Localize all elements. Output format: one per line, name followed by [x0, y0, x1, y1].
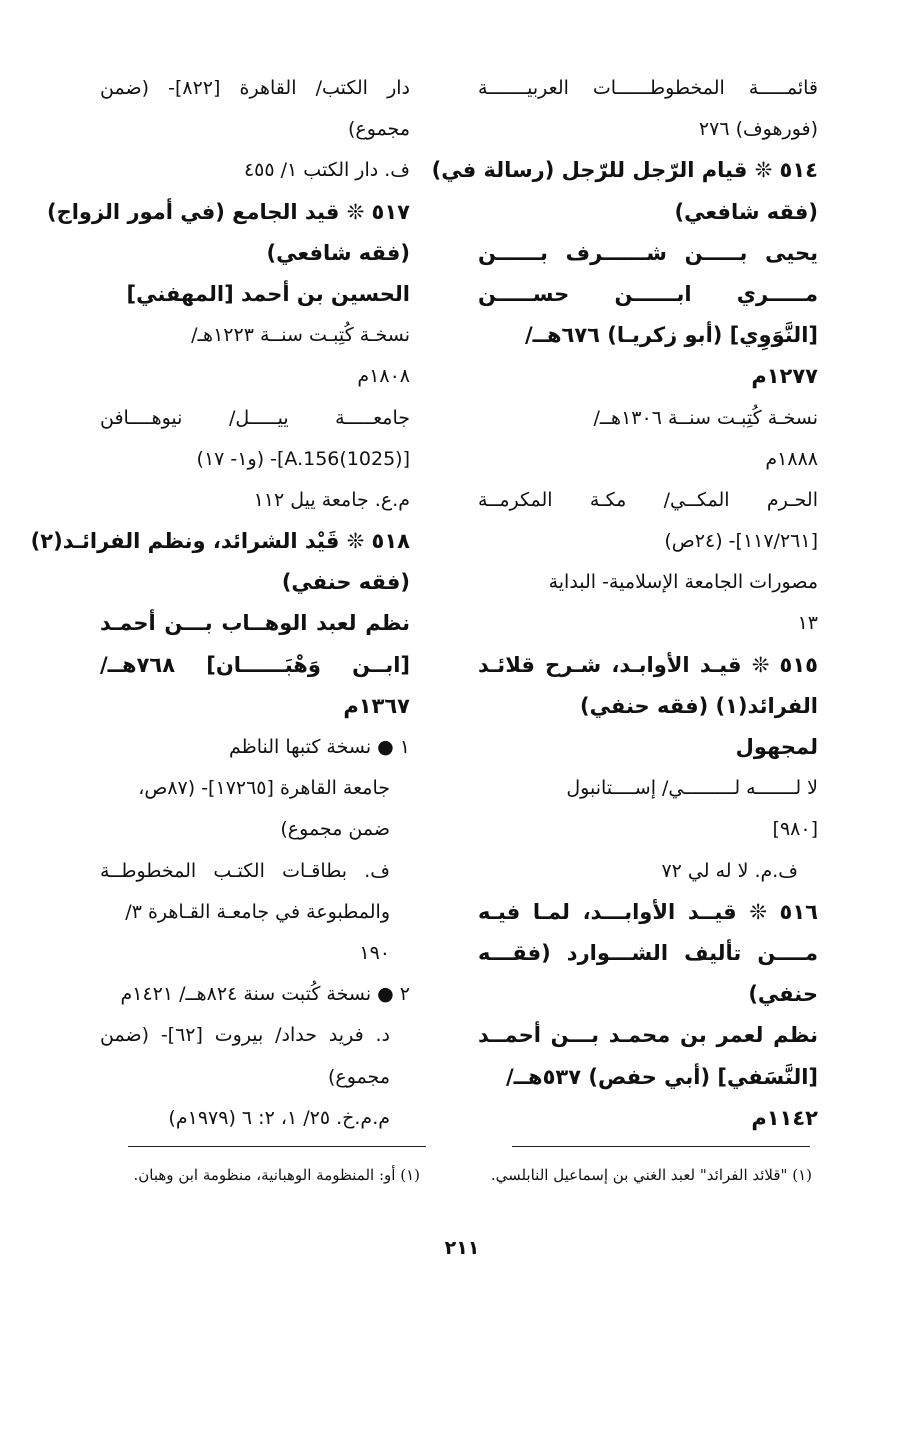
text-line: م.م.خ. ٢٥/ ١، ٢: ٦ (١٩٧٩م) [168, 1106, 390, 1129]
text-line: نسخـة كُتِبـت سنــة ١٢٢٣هـ/ [191, 324, 410, 347]
text-line: ١١٤٢م [751, 1105, 818, 1130]
text-line: يحيى بـــــن شــــــرف بــــــن [478, 240, 818, 265]
text-line: [ابــن وَهْبَــــــان] ٧٦٨هــ/ [100, 652, 410, 677]
text-line: (فورهوف) ٢٧٦ [698, 118, 818, 141]
text-line: جامعـــــة ييـــــل/ نيوهــــافن [100, 406, 410, 429]
text-line: حنفي) [748, 982, 818, 1007]
text-line: مصورات الجامعة الإسلامية- البداية [548, 571, 818, 594]
text-line: نظم لعبد الوهــاب بـــن أحمـد [100, 611, 410, 636]
text-line: نسخـة كُتِبـت سنــة ١٣٠٦هــ/ [593, 406, 818, 429]
text-line: ضمن مجموع) [280, 818, 390, 841]
text-line: ١٣ [797, 612, 818, 635]
left-column [30, 68, 410, 1139]
text-line: [النَّسَفي] (أبي حفص) ٥٣٧هــ/ [506, 1064, 818, 1089]
text-line: م.ع. جامعة ييل ١١٢ [253, 488, 410, 511]
footnote-right: (١) "قلائد الفرائد" لعبد الغني بن إسماعيل النابلسي. [490, 1166, 812, 1184]
text-line: [النَّوَوِي] (أبو زكريـا) ٦٧٦هــ/ [524, 323, 818, 348]
text-line: ١٩٠ [359, 941, 390, 964]
text-line: الحسين بن أحمد [المهفني] [126, 281, 410, 306]
footnote-left: (١) أو: المنظومة الوهبانية، منظومة ابن وهبان. [133, 1166, 420, 1184]
text-line: قائمـــــة المخطوطــــــات العربيـــــــة [478, 77, 818, 99]
text-line: ٥١٨ ❊ قَيْد الشرائد، ونظم الفرائـد(٢) [30, 529, 410, 554]
text-line: (فقه شافعي) [266, 240, 410, 265]
text-line: والمطبوعة في جامعـة القـاهرة ٣/ [125, 900, 390, 923]
text-line: الحـرم المكــي/ مكـة المكرمــة [478, 488, 818, 511]
text-line: (فقه شافعي) [674, 199, 818, 224]
page-number: ٢١١ [444, 1237, 480, 1259]
text-line: ١ ● نسخة كتبها الناظم [228, 736, 410, 758]
text-line: نظم لعمر بن محمـد بـــن أحمــد [478, 1023, 818, 1048]
text-line: الفرائد(١) (فقه حنفي) [580, 693, 818, 718]
text-line: مــــن تأليف الشـــوارد (فقـــه [478, 940, 818, 965]
text-line: ف. دار الكتب ١/ ٤٥٥ [243, 159, 410, 182]
text-line: ٥١٥ ❊ قيـد الأوابـد، شـرح قلائـد [478, 652, 818, 677]
text-line: [١١٧/٢٦١]- (٢٤ص) [664, 530, 818, 553]
right-column [431, 68, 818, 1139]
text-line: لا لـــــــه لـــــــــي/ إســــتانبول [566, 777, 818, 800]
text-line: [٩٨٠] [772, 818, 818, 841]
text-line: مـــــري ابــــــن حســـــن [478, 281, 818, 306]
text-line: ف. بطاقـات الكتـب المخطوطــة [100, 859, 390, 882]
text-line: جامعة القاهرة [١٧٢٦٥]- (٨٧ص، [138, 777, 390, 800]
text-line: ٥١٦ ❊ قيــد الأوابـــد، لمـا فيـه [478, 899, 818, 924]
text-line: ٥١٤ ❊ قيام الرّجل للرّجل (رسالة في) [431, 158, 818, 183]
text-line: مجموع) [328, 1065, 390, 1088]
text-line: ٥١٧ ❊ قيد الجامع (في أمور الزواج) [47, 199, 410, 224]
text-line: مجموع) [348, 118, 410, 141]
footnote-separator-left [128, 1146, 426, 1147]
text-line: ١٨٨٨م [765, 447, 818, 470]
text-line: د. فريد حداد/ بيروت [٦٢]- (ضمن [100, 1024, 390, 1047]
text-line: ٢ ● نسخة كُتبت سنة ٨٢٤هــ/ ١٤٢١م [120, 983, 410, 1006]
text-line: لمجهول [735, 735, 818, 759]
text-line: دار الكتب/ القاهرة [٨٢٢]- (ضمن [100, 77, 410, 99]
text-line: ١٣٦٧م [343, 693, 410, 718]
text-line: [(1025)A.156]- (و١- ١٧) [196, 447, 410, 470]
footnote-separator-right [512, 1146, 810, 1147]
text-line: ف.م. لا له لي ٧٢ [661, 859, 798, 882]
text-line: (فقه حنفي) [281, 570, 410, 595]
text-line: ١٨٠٨م [357, 365, 410, 388]
text-line: ١٢٧٧م [751, 364, 818, 389]
